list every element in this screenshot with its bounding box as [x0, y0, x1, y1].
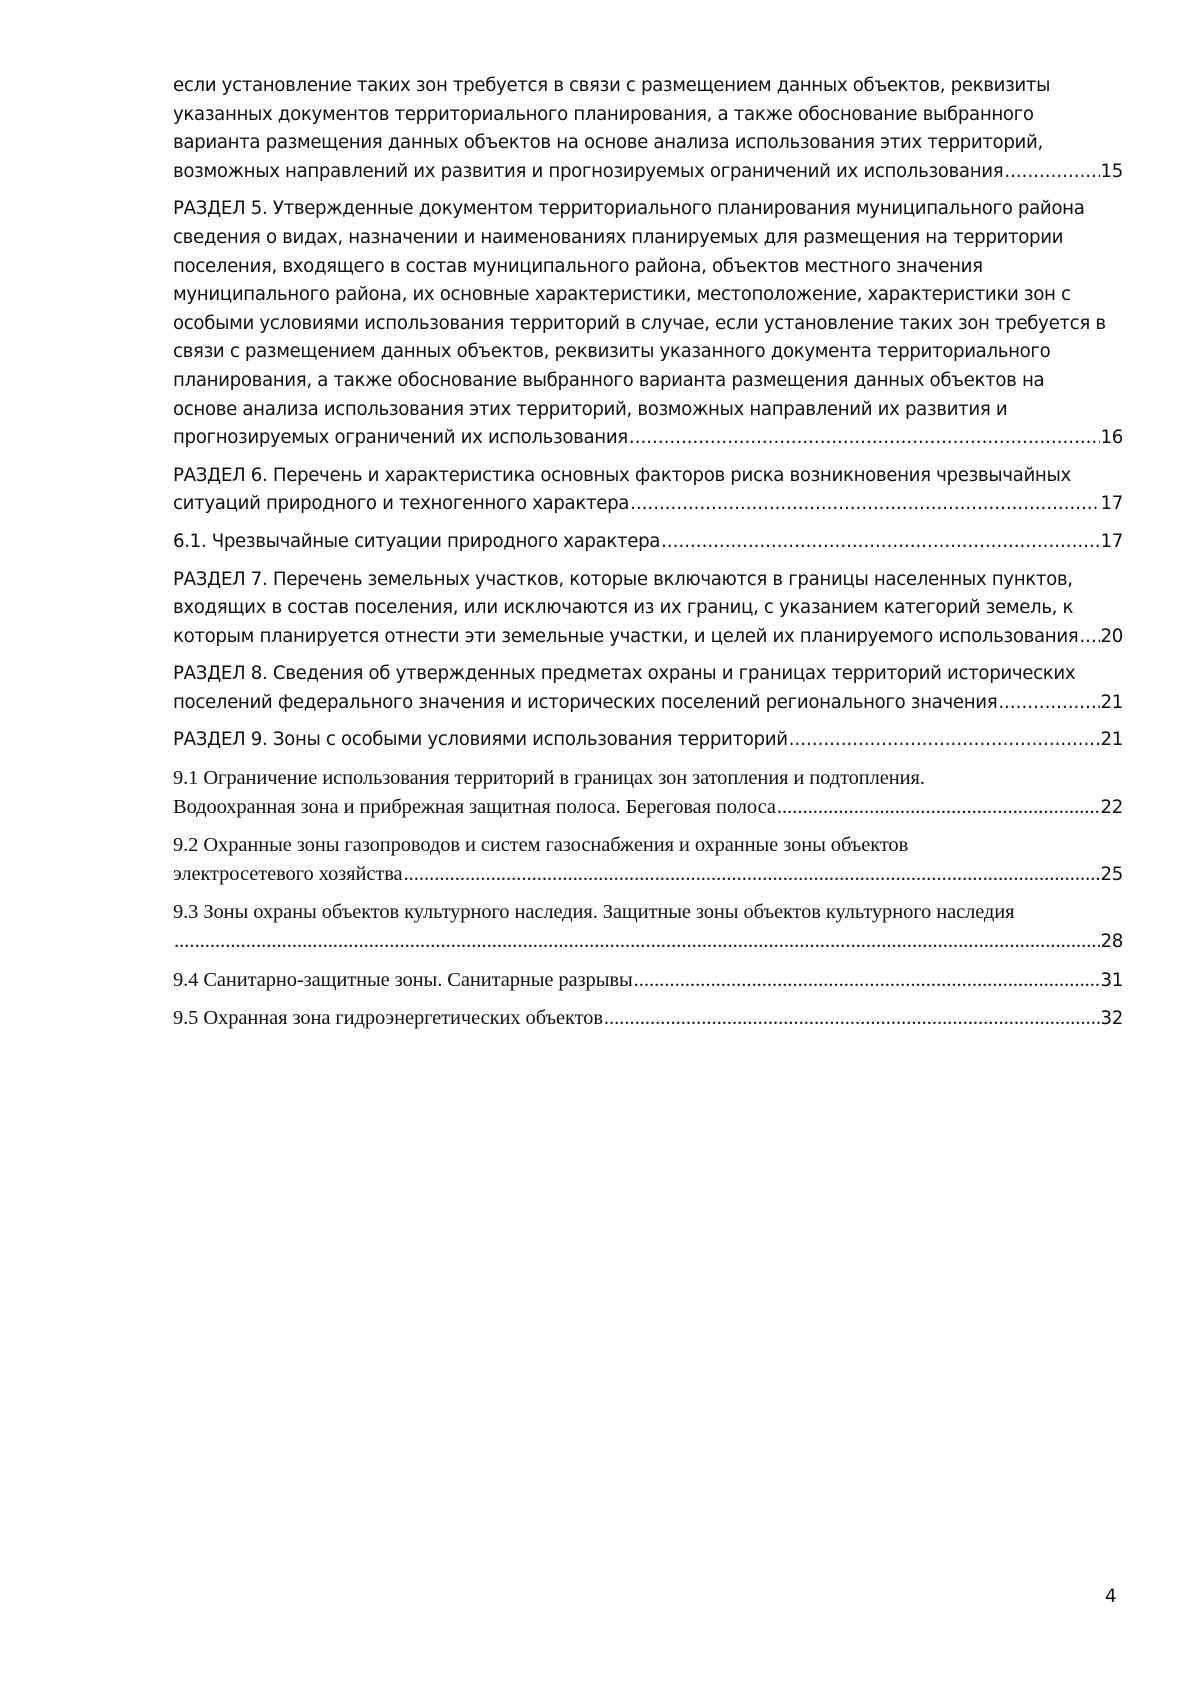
dot-leader: [777, 793, 1100, 822]
dot-leader: [404, 860, 1100, 889]
toc-entry-title: ситуаций природного и техногенного характера: [173, 493, 630, 515]
toc-entry-title: возможных направлений их развития и прогнозируемых ограничений их использования: [173, 160, 1004, 182]
toc-page-number[interactable]: 21: [1100, 691, 1123, 713]
dot-leader: [661, 528, 1099, 557]
toc-entry-last-line: [173, 158, 1123, 187]
page-number: 4: [1105, 1586, 1117, 1607]
table-of-contents: [173, 72, 1123, 1043]
toc-entry-title: 9.5 Охранная зона гидроэнергетических объектов: [173, 1007, 603, 1030]
toc-entry-title: РАЗДЕЛ 9. Зоны с особыми условиями использования территорий: [173, 729, 788, 751]
toc-entry-title: прогнозируемых ограничений их использования: [173, 427, 628, 449]
toc-entry-line: особыми условиями использования территорий в случае, если установление таких зон требуется в: [173, 312, 1106, 334]
toc-entry-last-line: [173, 623, 1123, 652]
toc-entry-line: если установление таких зон требуется в связи с размещением данных объектов, реквизиты: [173, 75, 1051, 96]
toc-page-number[interactable]: 31: [1100, 969, 1123, 991]
toc-entry-line: связи с размещением данных объектов, реквизиты указанного документа территориального: [173, 341, 1051, 363]
toc-entry[interactable]: [173, 764, 1123, 822]
toc-entry-last-line: [173, 490, 1123, 519]
toc-entry-last-line: [173, 793, 1123, 823]
toc-entry-line: основе анализа использования этих территорий, возможных направлений их развития и: [173, 398, 1008, 420]
toc-entry-line: РАЗДЕЛ 8. Сведения об утвержденных предметах охраны и границах территорий исторических: [173, 663, 1076, 685]
toc-page-number[interactable]: 21: [1100, 729, 1123, 751]
toc-entry-line: РАЗДЕЛ 5. Утвержденные документом территориального планирования муниципального района: [173, 198, 1085, 220]
toc-entry-line: варианта размещения данных объектов на основе анализа использования этих территорий,: [173, 132, 1043, 154]
toc-entry-title: которым планируется отнести эти земельные участки, и целей их планируемого использования: [173, 625, 1079, 647]
dot-leader: [604, 1004, 1100, 1033]
toc-entry-title: поселений федерального значения и исторических поселений регионального значения: [173, 691, 998, 713]
toc-page-number[interactable]: 17: [1100, 530, 1123, 552]
toc-entry-line: сведения о видах, назначении и наименованиях планируемых для размещения на территории: [173, 226, 1064, 248]
toc-page-number[interactable]: 25: [1100, 863, 1123, 885]
toc-entry-line: 9.1 Ограничение использования территорий в границах зон затопления и подтопления.: [173, 767, 925, 790]
dot-leader: [1079, 623, 1099, 652]
toc-entry-last-line: [173, 689, 1123, 718]
dot-leader: [174, 927, 1100, 956]
toc-entry-line: планирования, а также обоснование выбранного варианта размещения данных объектов на: [173, 369, 1045, 391]
toc-entry-last-line: [173, 860, 1123, 890]
toc-entry-last-line: [173, 528, 1123, 557]
toc-entry[interactable]: [173, 566, 1123, 652]
dot-leader: [1004, 158, 1099, 187]
toc-entry[interactable]: [173, 726, 1123, 755]
toc-entry-title: 9.4 Санитарно-защитные зоны. Санитарные разрывы: [173, 968, 633, 991]
toc-entry-line: 9.3 Зоны охраны объектов культурного наследия. Защитные зоны объектов культурного наследия: [173, 901, 1015, 924]
toc-entry-line: РАЗДЕЛ 6. Перечень и характеристика основных факторов риска возникновения чрезвычайных: [173, 464, 1071, 486]
toc-entry-last-line: [173, 966, 1123, 996]
toc-entry-line: поселения, входящего в состав муниципального района, объектов местного значения: [173, 255, 983, 277]
toc-entry-line: муниципального района, их основные характеристики, местоположение, характеристики зон с: [173, 284, 1071, 306]
toc-entry[interactable]: [173, 660, 1123, 717]
toc-page-number[interactable]: 16: [1100, 427, 1123, 449]
toc-entry[interactable]: [173, 72, 1123, 186]
toc-page-number[interactable]: 22: [1100, 796, 1123, 818]
toc-entry-last-line: [173, 726, 1123, 755]
toc-entry-line: 9.2 Охранные зоны газопроводов и систем газоснабжения и охранные зоны объектов: [173, 834, 909, 857]
toc-page-number[interactable]: 17: [1100, 493, 1123, 515]
dot-leader: [998, 689, 1099, 718]
toc-entry-title: 6.1. Чрезвычайные ситуации природного характера: [173, 530, 661, 552]
dot-leader: [629, 424, 1100, 453]
toc-page-number[interactable]: 15: [1100, 160, 1123, 182]
toc-page-number[interactable]: 32: [1100, 1008, 1123, 1030]
toc-entry[interactable]: [173, 462, 1123, 519]
toc-page-number[interactable]: 20: [1100, 625, 1123, 647]
toc-entry-line: указанных документов территориального планирования, а также обоснование выбранного: [173, 103, 1034, 125]
toc-entry-title: Водоохранная зона и прибрежная защитная полоса. Береговая полоса: [173, 795, 776, 818]
toc-entry[interactable]: [173, 1004, 1123, 1034]
toc-entry[interactable]: [173, 966, 1123, 996]
toc-entry-line: РАЗДЕЛ 7. Перечень земельных участков, которые включаются в границы населенных пунктов,: [173, 568, 1073, 590]
dot-leader: [634, 966, 1100, 995]
toc-entry[interactable]: [173, 195, 1123, 452]
toc-entry-title: электросетевого хозяйства: [173, 862, 403, 885]
toc-entry[interactable]: [173, 528, 1123, 557]
toc-page-number[interactable]: 28: [1100, 931, 1123, 953]
toc-entry-last-line: [173, 1004, 1123, 1034]
dot-leader: [789, 726, 1100, 755]
toc-entry[interactable]: [173, 898, 1123, 956]
dot-leader: [630, 490, 1099, 519]
toc-entry[interactable]: [173, 831, 1123, 889]
toc-entry-line: входящих в состав поселения, или исключаются из их границ, с указанием категорий земель, к: [173, 597, 1074, 619]
toc-entry-last-line: [173, 424, 1123, 453]
toc-entry-last-line: [173, 927, 1123, 957]
